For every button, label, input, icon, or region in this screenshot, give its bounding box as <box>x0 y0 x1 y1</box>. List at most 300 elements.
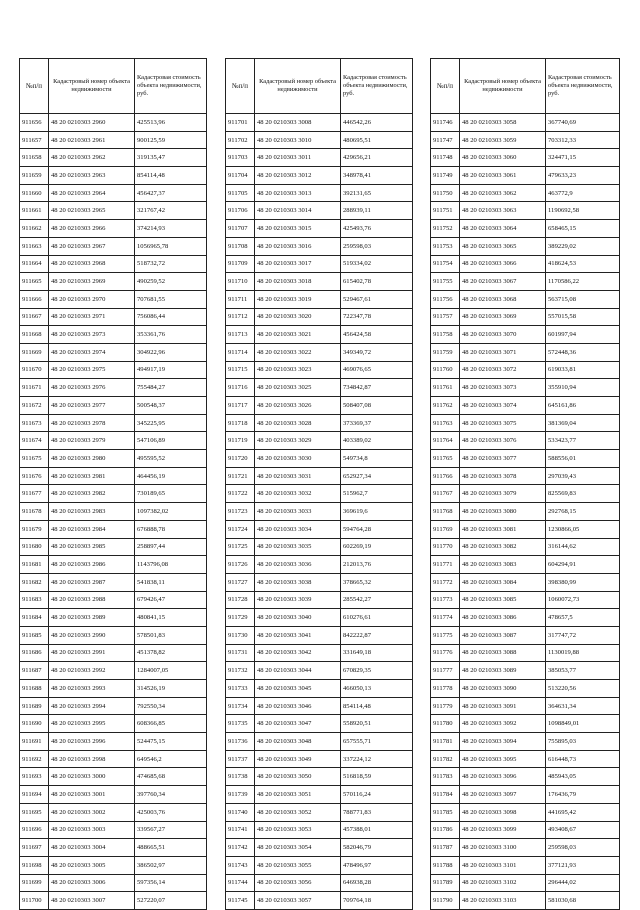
cadastral-value-cell: 398380,99 <box>546 573 620 591</box>
table-row <box>226 290 413 308</box>
cadastral-number-cell: 48 20 0210303 2975 <box>49 361 135 379</box>
table-row <box>226 379 413 397</box>
row-number-cell: 911706 <box>226 202 255 220</box>
cadastral-value-cell: 348978,41 <box>341 167 413 185</box>
cadastral-value-cell: 331649,18 <box>341 644 413 662</box>
row-number-cell: 911740 <box>226 803 255 821</box>
cadastral-number-cell: 48 20 0210303 3088 <box>460 644 546 662</box>
table-row <box>20 697 207 715</box>
table-row <box>226 450 413 468</box>
row-number-cell: 911697 <box>20 839 49 857</box>
cadastral-number-cell: 48 20 0210303 2988 <box>49 591 135 609</box>
cadastral-value-cell: 374214,93 <box>135 220 207 238</box>
row-number-cell: 911790 <box>431 892 460 910</box>
table-row <box>431 556 620 574</box>
row-number-cell: 911659 <box>20 167 49 185</box>
table-row <box>20 768 207 786</box>
cadastral-value-cell: 429656,21 <box>341 149 413 167</box>
row-number-cell: 911693 <box>20 768 49 786</box>
table-row <box>226 662 413 680</box>
cadastral-number-cell: 48 20 0210303 3015 <box>255 220 341 238</box>
cadastral-value-cell: 615402,78 <box>341 273 413 291</box>
cadastral-number-cell: 48 20 0210303 3095 <box>460 750 546 768</box>
row-number-cell: 911707 <box>226 220 255 238</box>
row-number-cell: 911702 <box>226 131 255 149</box>
cadastral-table-3 <box>430 58 620 910</box>
table-row <box>431 839 620 857</box>
row-number-cell: 911726 <box>226 556 255 574</box>
row-number-cell: 911752 <box>431 220 460 238</box>
cadastral-value-cell: 1190692,58 <box>546 202 620 220</box>
header-num: №п/п <box>431 59 460 114</box>
table-row <box>226 467 413 485</box>
header-cadastral-value: Кадастровая стоимость объекта недвижимости, руб. <box>546 59 620 114</box>
cadastral-value-cell: 515962,7 <box>341 485 413 503</box>
table-row <box>20 131 207 149</box>
cadastral-number-cell: 48 20 0210303 3012 <box>255 167 341 185</box>
cadastral-value-cell: 756086,44 <box>135 308 207 326</box>
cadastral-number-cell: 48 20 0210303 3062 <box>460 184 546 202</box>
row-number-cell: 911785 <box>431 803 460 821</box>
table-row <box>20 538 207 556</box>
row-number-cell: 911686 <box>20 644 49 662</box>
table-row <box>431 733 620 751</box>
cadastral-value-cell: 474685,68 <box>135 768 207 786</box>
cadastral-value-cell: 451378,82 <box>135 644 207 662</box>
table-row <box>226 167 413 185</box>
cadastral-value-cell: 1098849,01 <box>546 715 620 733</box>
row-number-cell: 911738 <box>226 768 255 786</box>
cadastral-number-cell: 48 20 0210303 3034 <box>255 520 341 538</box>
table-row <box>431 503 620 521</box>
cadastral-value-cell: 734842,87 <box>341 379 413 397</box>
cadastral-value-cell: 730189,65 <box>135 485 207 503</box>
table-row <box>226 361 413 379</box>
table-row <box>226 397 413 415</box>
table-row <box>226 839 413 857</box>
row-number-cell: 911779 <box>431 697 460 715</box>
cadastral-value-cell: 570116,24 <box>341 786 413 804</box>
cadastral-value-cell: 578501,83 <box>135 626 207 644</box>
cadastral-number-cell: 48 20 0210303 3072 <box>460 361 546 379</box>
row-number-cell: 911761 <box>431 379 460 397</box>
row-number-cell: 911777 <box>431 662 460 680</box>
row-number-cell: 911773 <box>431 591 460 609</box>
table-row <box>431 573 620 591</box>
cadastral-number-cell: 48 20 0210303 3040 <box>255 609 341 627</box>
cadastral-number-cell: 48 20 0210303 3025 <box>255 379 341 397</box>
cadastral-number-cell: 48 20 0210303 2987 <box>49 573 135 591</box>
table-row <box>20 503 207 521</box>
row-number-cell: 911732 <box>226 662 255 680</box>
cadastral-number-cell: 48 20 0210303 3085 <box>460 591 546 609</box>
table-row <box>226 184 413 202</box>
cadastral-number-cell: 48 20 0210303 2996 <box>49 733 135 751</box>
cadastral-value-cell: 516818,59 <box>341 768 413 786</box>
cadastral-value-cell: 563715,08 <box>546 290 620 308</box>
table-header-row <box>226 59 413 114</box>
cadastral-number-cell: 48 20 0210303 3077 <box>460 450 546 468</box>
row-number-cell: 911788 <box>431 856 460 874</box>
cadastral-number-cell: 48 20 0210303 3010 <box>255 131 341 149</box>
cadastral-value-cell: 316144,62 <box>546 538 620 556</box>
cadastral-value-cell: 495595,52 <box>135 450 207 468</box>
cadastral-value-cell: 296444,02 <box>546 874 620 892</box>
table-row <box>431 131 620 149</box>
cadastral-number-cell: 48 20 0210303 3030 <box>255 450 341 468</box>
row-number-cell: 911671 <box>20 379 49 397</box>
row-number-cell: 911700 <box>20 892 49 910</box>
table-row <box>20 680 207 698</box>
cadastral-number-cell: 48 20 0210303 3091 <box>460 697 546 715</box>
table-row <box>20 626 207 644</box>
cadastral-number-cell: 48 20 0210303 3006 <box>49 874 135 892</box>
row-number-cell: 911737 <box>226 750 255 768</box>
row-number-cell: 911674 <box>20 432 49 450</box>
cadastral-value-cell: 464456,19 <box>135 467 207 485</box>
cadastral-value-cell: 604294,91 <box>546 556 620 574</box>
cadastral-number-cell: 48 20 0210303 2986 <box>49 556 135 574</box>
cadastral-number-cell: 48 20 0210303 2968 <box>49 255 135 273</box>
table-row <box>20 202 207 220</box>
row-number-cell: 911772 <box>431 573 460 591</box>
table-row <box>431 892 620 910</box>
table-row <box>226 556 413 574</box>
cadastral-number-cell: 48 20 0210303 3003 <box>49 821 135 839</box>
row-number-cell: 911714 <box>226 343 255 361</box>
cadastral-number-cell: 48 20 0210303 3047 <box>255 715 341 733</box>
cadastral-value-cell: 610276,61 <box>341 609 413 627</box>
table-row <box>431 609 620 627</box>
row-number-cell: 911754 <box>431 255 460 273</box>
table-row <box>431 149 620 167</box>
cadastral-value-cell: 367740,69 <box>546 114 620 132</box>
row-number-cell: 911680 <box>20 538 49 556</box>
cadastral-number-cell: 48 20 0210303 3076 <box>460 432 546 450</box>
cadastral-number-cell: 48 20 0210303 3019 <box>255 290 341 308</box>
cadastral-number-cell: 48 20 0210303 3050 <box>255 768 341 786</box>
cadastral-value-cell: 425003,76 <box>135 803 207 821</box>
cadastral-number-cell: 48 20 0210303 3013 <box>255 184 341 202</box>
table-row <box>431 184 620 202</box>
cadastral-value-cell: 1097382,02 <box>135 503 207 521</box>
cadastral-number-cell: 48 20 0210303 3052 <box>255 803 341 821</box>
cadastral-value-cell: 457388,01 <box>341 821 413 839</box>
cadastral-number-cell: 48 20 0210303 3035 <box>255 538 341 556</box>
cadastral-number-cell: 48 20 0210303 3100 <box>460 839 546 857</box>
table-row <box>20 786 207 804</box>
cadastral-value-cell: 176436,79 <box>546 786 620 804</box>
table-row <box>431 379 620 397</box>
cadastral-value-cell: 581030,68 <box>546 892 620 910</box>
table-row <box>20 644 207 662</box>
cadastral-value-cell: 1284007,05 <box>135 662 207 680</box>
row-number-cell: 911759 <box>431 343 460 361</box>
cadastral-value-cell: 364631,34 <box>546 697 620 715</box>
cadastral-number-cell: 48 20 0210303 3016 <box>255 237 341 255</box>
table-row <box>20 609 207 627</box>
cadastral-number-cell: 48 20 0210303 3103 <box>460 892 546 910</box>
cadastral-number-cell: 48 20 0210303 3101 <box>460 856 546 874</box>
row-number-cell: 911718 <box>226 414 255 432</box>
table-row <box>226 149 413 167</box>
row-number-cell: 911708 <box>226 237 255 255</box>
cadastral-value-cell: 588556,01 <box>546 450 620 468</box>
row-number-cell: 911694 <box>20 786 49 804</box>
cadastral-number-cell: 48 20 0210303 3023 <box>255 361 341 379</box>
cadastral-number-cell: 48 20 0210303 3069 <box>460 308 546 326</box>
cadastral-value-cell: 258897,44 <box>135 538 207 556</box>
table-row <box>431 680 620 698</box>
cadastral-number-cell: 48 20 0210303 2963 <box>49 167 135 185</box>
table-row <box>226 591 413 609</box>
row-number-cell: 911715 <box>226 361 255 379</box>
cadastral-number-cell: 48 20 0210303 3066 <box>460 255 546 273</box>
cadastral-value-cell: 582046,79 <box>341 839 413 857</box>
cadastral-number-cell: 48 20 0210303 3078 <box>460 467 546 485</box>
table-row <box>226 237 413 255</box>
cadastral-value-cell: 679426,47 <box>135 591 207 609</box>
cadastral-value-cell: 519334,02 <box>341 255 413 273</box>
cadastral-number-cell: 48 20 0210303 2974 <box>49 343 135 361</box>
row-number-cell: 911684 <box>20 609 49 627</box>
cadastral-value-cell: 508407,08 <box>341 397 413 415</box>
row-number-cell: 911758 <box>431 326 460 344</box>
row-number-cell: 911692 <box>20 750 49 768</box>
header-cadastral-number: Кадастровый номер объекта недвижимости <box>460 59 546 114</box>
cadastral-value-cell: 709764,18 <box>341 892 413 910</box>
table-row <box>226 733 413 751</box>
cadastral-value-cell: 317747,72 <box>546 626 620 644</box>
cadastral-value-cell: 493408,67 <box>546 821 620 839</box>
cadastral-value-cell: 755895,03 <box>546 733 620 751</box>
cadastral-value-cell: 349349,72 <box>341 343 413 361</box>
cadastral-value-cell: 337224,12 <box>341 750 413 768</box>
cadastral-value-cell: 304922,96 <box>135 343 207 361</box>
cadastral-value-cell: 500548,37 <box>135 397 207 415</box>
row-number-cell: 911713 <box>226 326 255 344</box>
cadastral-value-cell: 825569,83 <box>546 485 620 503</box>
row-number-cell: 911690 <box>20 715 49 733</box>
cadastral-value-cell: 524475,15 <box>135 733 207 751</box>
cadastral-value-cell: 373369,37 <box>341 414 413 432</box>
table-row <box>431 538 620 556</box>
cadastral-number-cell: 48 20 0210303 3014 <box>255 202 341 220</box>
cadastral-number-cell: 48 20 0210303 2992 <box>49 662 135 680</box>
row-number-cell: 911766 <box>431 467 460 485</box>
cadastral-value-cell: 572448,36 <box>546 343 620 361</box>
table-row <box>226 520 413 538</box>
row-number-cell: 911762 <box>431 397 460 415</box>
row-number-cell: 911767 <box>431 485 460 503</box>
cadastral-value-cell: 425513,96 <box>135 114 207 132</box>
cadastral-value-cell: 478657,5 <box>546 609 620 627</box>
cadastral-value-cell: 292768,15 <box>546 503 620 521</box>
cadastral-number-cell: 48 20 0210303 3042 <box>255 644 341 662</box>
cadastral-table-2 <box>225 58 413 910</box>
cadastral-value-cell: 463772,9 <box>546 184 620 202</box>
table-row <box>431 467 620 485</box>
cadastral-value-cell: 652927,34 <box>341 467 413 485</box>
table-header-row <box>431 59 620 114</box>
cadastral-value-cell: 557015,58 <box>546 308 620 326</box>
row-number-cell: 911763 <box>431 414 460 432</box>
row-number-cell: 911780 <box>431 715 460 733</box>
cadastral-number-cell: 48 20 0210303 3065 <box>460 237 546 255</box>
header-num: №п/п <box>226 59 255 114</box>
table-row <box>226 202 413 220</box>
table-row <box>431 485 620 503</box>
table-row <box>226 609 413 627</box>
cadastral-number-cell: 48 20 0210303 3061 <box>460 167 546 185</box>
cadastral-value-cell: 479633,23 <box>546 167 620 185</box>
table-row <box>20 114 207 132</box>
cadastral-number-cell: 48 20 0210303 3071 <box>460 343 546 361</box>
table-row <box>20 821 207 839</box>
cadastral-number-cell: 48 20 0210303 3033 <box>255 503 341 521</box>
cadastral-value-cell: 1060072,73 <box>546 591 620 609</box>
cadastral-value-cell: 314526,19 <box>135 680 207 698</box>
cadastral-number-cell: 48 20 0210303 3002 <box>49 803 135 821</box>
table-row <box>226 538 413 556</box>
row-number-cell: 911747 <box>431 131 460 149</box>
cadastral-value-cell: 297039,43 <box>546 467 620 485</box>
table-row <box>20 803 207 821</box>
cadastral-value-cell: 707681,55 <box>135 290 207 308</box>
cadastral-value-cell: 378665,32 <box>341 573 413 591</box>
cadastral-number-cell: 48 20 0210303 3046 <box>255 697 341 715</box>
row-number-cell: 911660 <box>20 184 49 202</box>
table-row <box>226 626 413 644</box>
table-row <box>20 343 207 361</box>
cadastral-number-cell: 48 20 0210303 2961 <box>49 131 135 149</box>
table-row <box>20 556 207 574</box>
cadastral-number-cell: 48 20 0210303 2995 <box>49 715 135 733</box>
row-number-cell: 911719 <box>226 432 255 450</box>
row-number-cell: 911725 <box>226 538 255 556</box>
table-row <box>431 803 620 821</box>
row-number-cell: 911776 <box>431 644 460 662</box>
cadastral-value-cell: 488665,51 <box>135 839 207 857</box>
table-row <box>226 892 413 910</box>
row-number-cell: 911782 <box>431 750 460 768</box>
table-row <box>226 644 413 662</box>
table-row <box>20 733 207 751</box>
row-number-cell: 911703 <box>226 149 255 167</box>
table-row <box>20 397 207 415</box>
cadastral-number-cell: 48 20 0210303 3083 <box>460 556 546 574</box>
cadastral-number-cell: 48 20 0210303 2978 <box>49 414 135 432</box>
row-number-cell: 911748 <box>431 149 460 167</box>
table-row <box>431 856 620 874</box>
cadastral-number-cell: 48 20 0210303 3008 <box>255 114 341 132</box>
cadastral-value-cell: 549734,8 <box>341 450 413 468</box>
cadastral-number-cell: 48 20 0210303 2976 <box>49 379 135 397</box>
cadastral-number-cell: 48 20 0210303 3074 <box>460 397 546 415</box>
cadastral-number-cell: 48 20 0210303 2966 <box>49 220 135 238</box>
table-row <box>226 114 413 132</box>
cadastral-number-cell: 48 20 0210303 3022 <box>255 343 341 361</box>
table-row <box>20 255 207 273</box>
row-number-cell: 911722 <box>226 485 255 503</box>
cadastral-number-cell: 48 20 0210303 2965 <box>49 202 135 220</box>
table-row <box>20 273 207 291</box>
cadastral-value-cell: 541838,11 <box>135 573 207 591</box>
cadastral-number-cell: 48 20 0210303 3007 <box>49 892 135 910</box>
row-number-cell: 911787 <box>431 839 460 857</box>
row-number-cell: 911784 <box>431 786 460 804</box>
cadastral-value-cell: 456424,58 <box>341 326 413 344</box>
cadastral-number-cell: 48 20 0210303 2991 <box>49 644 135 662</box>
cadastral-value-cell: 657555,71 <box>341 733 413 751</box>
cadastral-number-cell: 48 20 0210303 2990 <box>49 626 135 644</box>
cadastral-value-cell: 441695,42 <box>546 803 620 821</box>
cadastral-number-cell: 48 20 0210303 3026 <box>255 397 341 415</box>
row-number-cell: 911745 <box>226 892 255 910</box>
cadastral-value-cell: 485943,05 <box>546 768 620 786</box>
cadastral-number-cell: 48 20 0210303 2984 <box>49 520 135 538</box>
cadastral-number-cell: 48 20 0210303 3059 <box>460 131 546 149</box>
row-number-cell: 911710 <box>226 273 255 291</box>
cadastral-number-cell: 48 20 0210303 3096 <box>460 768 546 786</box>
cadastral-value-cell: 792550,34 <box>135 697 207 715</box>
header-cadastral-value: Кадастровая стоимость объекта недвижимости, руб. <box>135 59 207 114</box>
cadastral-number-cell: 48 20 0210303 2982 <box>49 485 135 503</box>
cadastral-number-cell: 48 20 0210303 2998 <box>49 750 135 768</box>
row-number-cell: 911696 <box>20 821 49 839</box>
table-row <box>431 626 620 644</box>
cadastral-value-cell: 601997,94 <box>546 326 620 344</box>
table-row <box>226 414 413 432</box>
row-number-cell: 911769 <box>431 520 460 538</box>
cadastral-number-cell: 48 20 0210303 3028 <box>255 414 341 432</box>
table-row <box>431 326 620 344</box>
row-number-cell: 911778 <box>431 680 460 698</box>
row-number-cell: 911789 <box>431 874 460 892</box>
row-number-cell: 911743 <box>226 856 255 874</box>
table-row <box>226 821 413 839</box>
cadastral-number-cell: 48 20 0210303 2960 <box>49 114 135 132</box>
cadastral-value-cell: 392131,65 <box>341 184 413 202</box>
header-cadastral-value: Кадастровая стоимость объекта недвижимости, руб. <box>341 59 413 114</box>
row-number-cell: 911667 <box>20 308 49 326</box>
cadastral-number-cell: 48 20 0210303 3045 <box>255 680 341 698</box>
table-row <box>431 450 620 468</box>
table-row <box>431 343 620 361</box>
row-number-cell: 911744 <box>226 874 255 892</box>
row-number-cell: 911676 <box>20 467 49 485</box>
table-row <box>20 839 207 857</box>
cadastral-number-cell: 48 20 0210303 3058 <box>460 114 546 132</box>
cadastral-value-cell: 386502,97 <box>135 856 207 874</box>
cadastral-number-cell: 48 20 0210303 3089 <box>460 662 546 680</box>
cadastral-number-cell: 48 20 0210303 3060 <box>460 149 546 167</box>
cadastral-value-cell: 547106,89 <box>135 432 207 450</box>
table-row <box>226 255 413 273</box>
cadastral-number-cell: 48 20 0210303 2977 <box>49 397 135 415</box>
table-row <box>431 715 620 733</box>
cadastral-number-cell: 48 20 0210303 3084 <box>460 573 546 591</box>
cadastral-number-cell: 48 20 0210303 3099 <box>460 821 546 839</box>
cadastral-number-cell: 48 20 0210303 3051 <box>255 786 341 804</box>
cadastral-number-cell: 48 20 0210303 3102 <box>460 874 546 892</box>
table-row <box>431 697 620 715</box>
cadastral-value-cell: 1130019,88 <box>546 644 620 662</box>
table-row <box>20 573 207 591</box>
cadastral-value-cell: 480841,15 <box>135 609 207 627</box>
table-row <box>431 290 620 308</box>
cadastral-value-cell: 478496,97 <box>341 856 413 874</box>
